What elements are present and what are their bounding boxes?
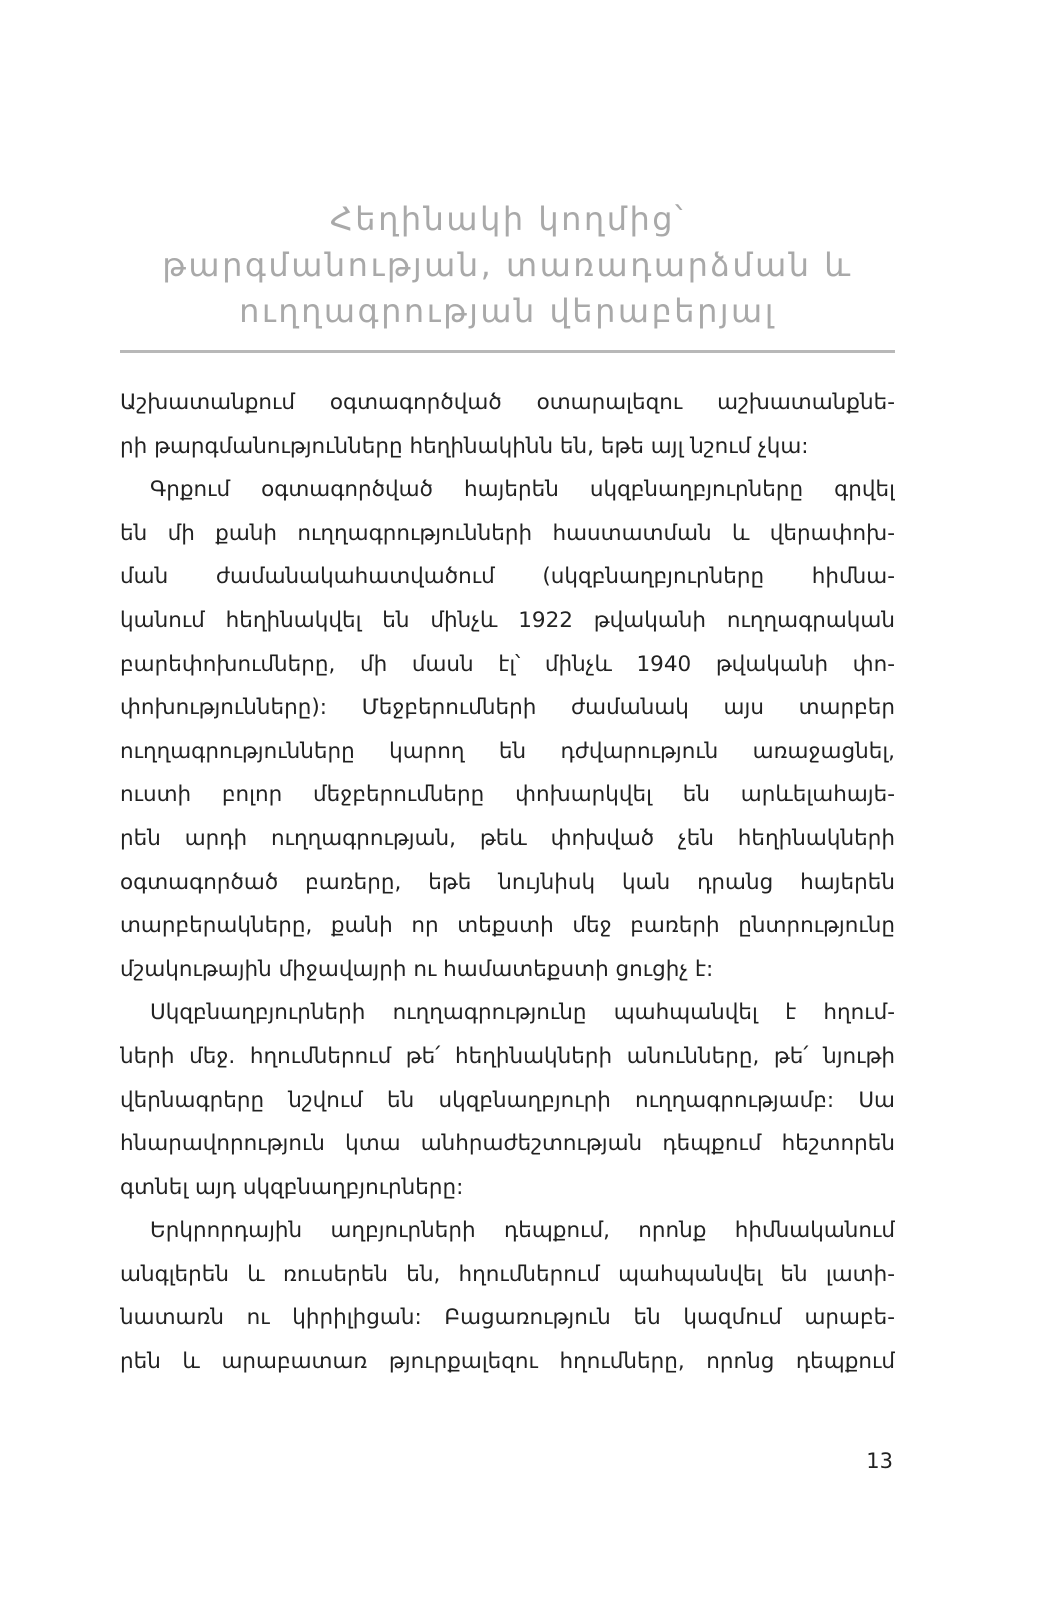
text-line: գտնել այդ սկզբնաղբյուրները: [120,1174,464,1200]
text-line: Գրքում օգտագործված հայերեն սկզբնաղբյուրները գրվել [150,477,895,503]
text-line: Աշխատանքում օգտագործված օտարալեզու աշխատանքնե- [120,390,895,415]
title-line: թարգմանության, տառադարձման և [162,246,853,284]
text-line: ուստի բոլոր մեջբերումները փոխարկվել են արևելահայե- [120,782,895,808]
title-line: Հեղինակի կողմից՝ [329,200,686,238]
text-line: փոխությունները): Մեջբերումների ժամանակ այս տարբեր [120,695,895,721]
text-line: րեն և արաբատառ թյուրքալեզու հղումները, որոնց դեպքում [120,1349,895,1375]
text-line: են մի քանի ուղղագրությունների հաստատման և վերափոխ- [120,520,895,546]
body-text [120,381,895,1384]
paragraph [120,468,895,991]
text-line: ների մեջ. հղումներում թե՛ հեղինակների անունները, թե՛ նյութի [120,1043,895,1069]
text-line: ուղղագրությունները կարող են դժվարություն առաջացնել, [120,738,895,764]
text-line: տարբերակները, քանի որ տեքստի մեջ բառերի ընտրությունը [120,913,895,939]
text-line: անգլերեն և ռուսերեն են, հղումներում պահպանվել են լատի- [120,1261,895,1287]
text-line: հնարավորություն կտա անհրաժեշտության դեպքում հեշտորեն [120,1131,895,1157]
page-number: 13 [866,1449,893,1473]
text-line: Սկզբնաղբյուրների ուղղագրությունը պահպանվել է հղում- [150,1000,895,1026]
text-line: րի թարգմանությունները հեղինակինն են, եթե այլ նշում չկա: [120,433,809,459]
text-line: բարեփոխումները, մի մասն էլ՝ մինչև 1940 թվականի փո- [120,651,895,677]
text-line: րեն արդի ուղղագրության, թեև փոխված չեն հեղինակների [120,825,895,851]
text-line: վերնագրերը նշվում են սկզբնաղբյուրի ուղղագրությամբ: Սա [120,1087,895,1113]
text-line: Երկրորդային աղբյուրների դեպքում, որոնք հիմնականում [150,1218,895,1244]
paragraph [120,1209,895,1383]
text-line: կանում հեղինակվել են մինչև 1922 թվականի ուղղագրական [120,607,895,633]
text-line: մշակութային միջավայրի ու համատեքստի ցուցիչ է: [120,956,714,982]
text-line: նատառն ու կիրիլիցան: Բացառություն են կազմում արաբե- [120,1305,895,1331]
title-line: ուղղագրության վերաբերյալ [239,292,776,330]
text-line: ման ժամանակահատվածում (սկզբնաղբյուրները հիմնա- [120,564,895,590]
paragraph [120,381,895,468]
text-line: օգտագործած բառերը, եթե նույնիսկ կան դրանց հայերեն [120,869,895,895]
title-divider [120,350,895,353]
paragraph [120,991,895,1209]
section-title [120,196,895,334]
